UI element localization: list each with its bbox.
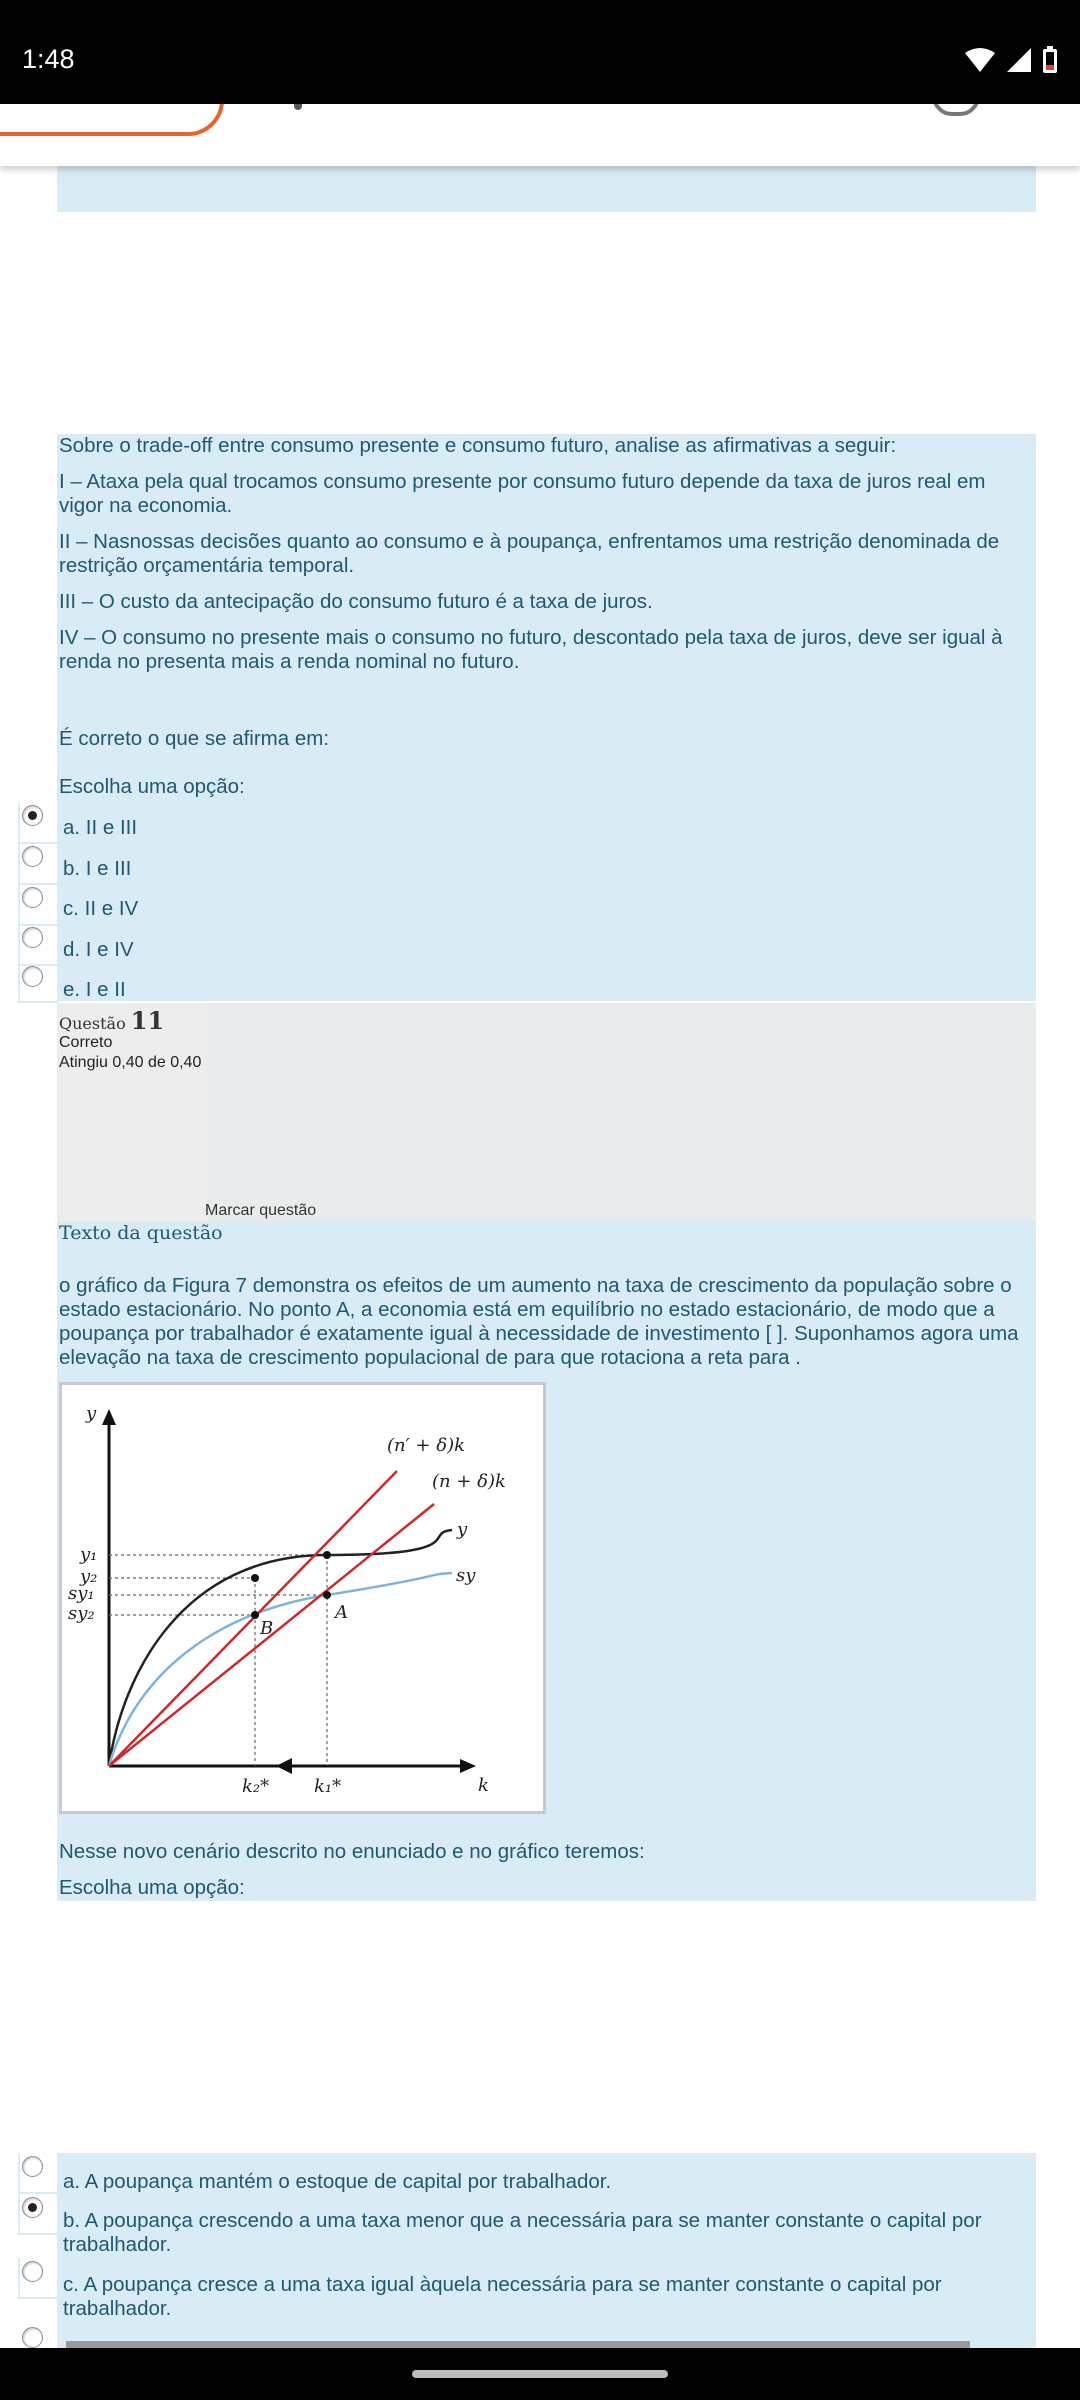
question-11-body: o gráfico da Figura 7 demonstra os efeitos de um aumento na taxa de crescimento da população sobre o estado estacionário. No ponto A, a economia está em equilíbrio no estado estacionário, de modo que a poupança por trabalhador é exatamente igual à necessidade de investimento [ ]. Suponhamos agora uma elevação na taxa de crescimento populacional de para que rotaciona a reta para . [59,1274,1019,1369]
q11-option-c-radio[interactable] [22,2261,43,2282]
question-11-status: Correto [59,1034,113,1051]
q11-option-d-radio[interactable] [22,2327,43,2348]
q10-option-e[interactable]: e. I e II [63,978,126,1001]
signal-icon [1006,47,1032,73]
output-curve-y [109,1530,452,1766]
label-line-n-prime: (n′ + δ)k [387,1435,465,1456]
axis-y-label: y [86,1403,97,1424]
question-text-title: Texto da questão [59,1222,223,1244]
figure-7-graph [59,1382,546,1814]
solow-graph [62,1385,543,1811]
question-label-text: Questão [59,1014,126,1033]
label-y2: y₂ [80,1566,98,1587]
point-y1 [323,1551,331,1559]
q10-statement-2: II – Nasnossas decisões quanto ao consumo e à poupança, enfrentamos uma restrição denominada de restrição orçamentária temporal. [59,530,1000,577]
axis-x-label: k [478,1775,489,1796]
label-line-n: (n + δ)k [432,1471,506,1492]
q10-option-c-radio[interactable] [22,887,43,908]
y-axis-arrow [102,1409,116,1425]
status-icons [964,46,1058,74]
q11-option-c[interactable]: c. A poupança cresce a uma taxa igual àquela necessária para se manter constante o capital por trabalhador. [63,2273,942,2320]
point-a [323,1591,331,1599]
guide-lines [109,1555,327,1766]
k-shift-arrow [276,1758,292,1774]
point-b [251,1611,259,1619]
wifi-icon [964,47,996,73]
point-y2 [251,1574,259,1582]
x-axis-arrow [460,1759,476,1773]
q10-intro: Sobre o trade-off entre consumo presente e consumo futuro, analise as afirmativas a seguir: [59,434,897,457]
q11-option-b-text: b. A poupança crescendo a uma taxa menor que a necessária para se manter constante o capital por trabalhador. [63,2209,982,2256]
status-bar [0,0,1080,104]
label-k1: k₁* [314,1776,342,1797]
q10-prompt: É correto o que se afirma em: [59,727,330,750]
menu-button[interactable] [0,104,224,136]
previous-question-panel [57,166,1036,212]
label-point-b: B [260,1618,274,1639]
q10-statement-4: IV – O consumo no presente mais o consumo no futuro, descontado pela taxa de juros, deve ser igual à renda no presenta mais a renda nominal no futuro. [59,626,1003,673]
q10-option-a-radio[interactable] [22,805,43,826]
line-n-prime-delta-k [109,1471,397,1766]
label-y1: y₁ [80,1544,98,1565]
header-indicator [294,104,302,110]
q10-option-d[interactable]: d. I e IV [63,938,134,961]
question-10-text [59,434,1034,674]
user-menu-icon[interactable] [932,104,980,116]
question-11-grade: Atingiu 0,40 de 0,40 [59,1054,202,1071]
q11-option-a-radio[interactable] [22,2156,43,2177]
saving-curve-sy [109,1573,452,1766]
q10-option-b-radio[interactable] [22,846,43,867]
q11-option-b[interactable] [63,2209,1035,2257]
q10-option-a[interactable]: a. II e III [63,816,138,839]
q10-statement-1: I – Ataxa pela qual trocamos consumo presente por consumo futuro depende da taxa de juros real em vigor na economia. [59,470,986,517]
battery-icon [1042,46,1058,74]
app-header [0,104,1080,166]
question-number: 11 [130,1006,165,1035]
label-curve-y: y [457,1519,468,1540]
question-11-after-figure: Nesse novo cenário descrito no enunciado e no gráfico teremos: [59,1840,645,1863]
q10-statement-3: III – O custo da antecipação do consumo futuro é a taxa de juros. [59,590,653,613]
q11-choose-label: Escolha uma opção: [59,1876,245,1899]
flag-question-link[interactable]: Marcar questão [205,1202,317,1219]
label-point-a: A [335,1602,348,1623]
status-time: 1:48 [22,44,75,74]
label-sy2: sy₂ [68,1603,95,1624]
q11-option-b-radio[interactable] [22,2197,43,2218]
q11-option-a[interactable]: a. A poupança mantém o estoque de capital por trabalhador. [63,2170,612,2193]
q10-option-d-radio[interactable] [22,927,43,948]
label-curve-sy: sy [456,1565,476,1586]
q10-option-c[interactable]: c. II e IV [63,897,139,920]
q10-choose-label: Escolha uma opção: [59,775,245,798]
partially-visible-option [66,2341,970,2348]
home-gesture-handle[interactable] [412,2370,668,2378]
q10-option-e-radio[interactable] [22,966,43,987]
q10-option-b[interactable]: b. I e III [63,857,132,880]
label-sy1: sy₁ [68,1583,95,1604]
label-k2: k₂* [242,1776,270,1797]
question-11-label [59,1006,164,1035]
